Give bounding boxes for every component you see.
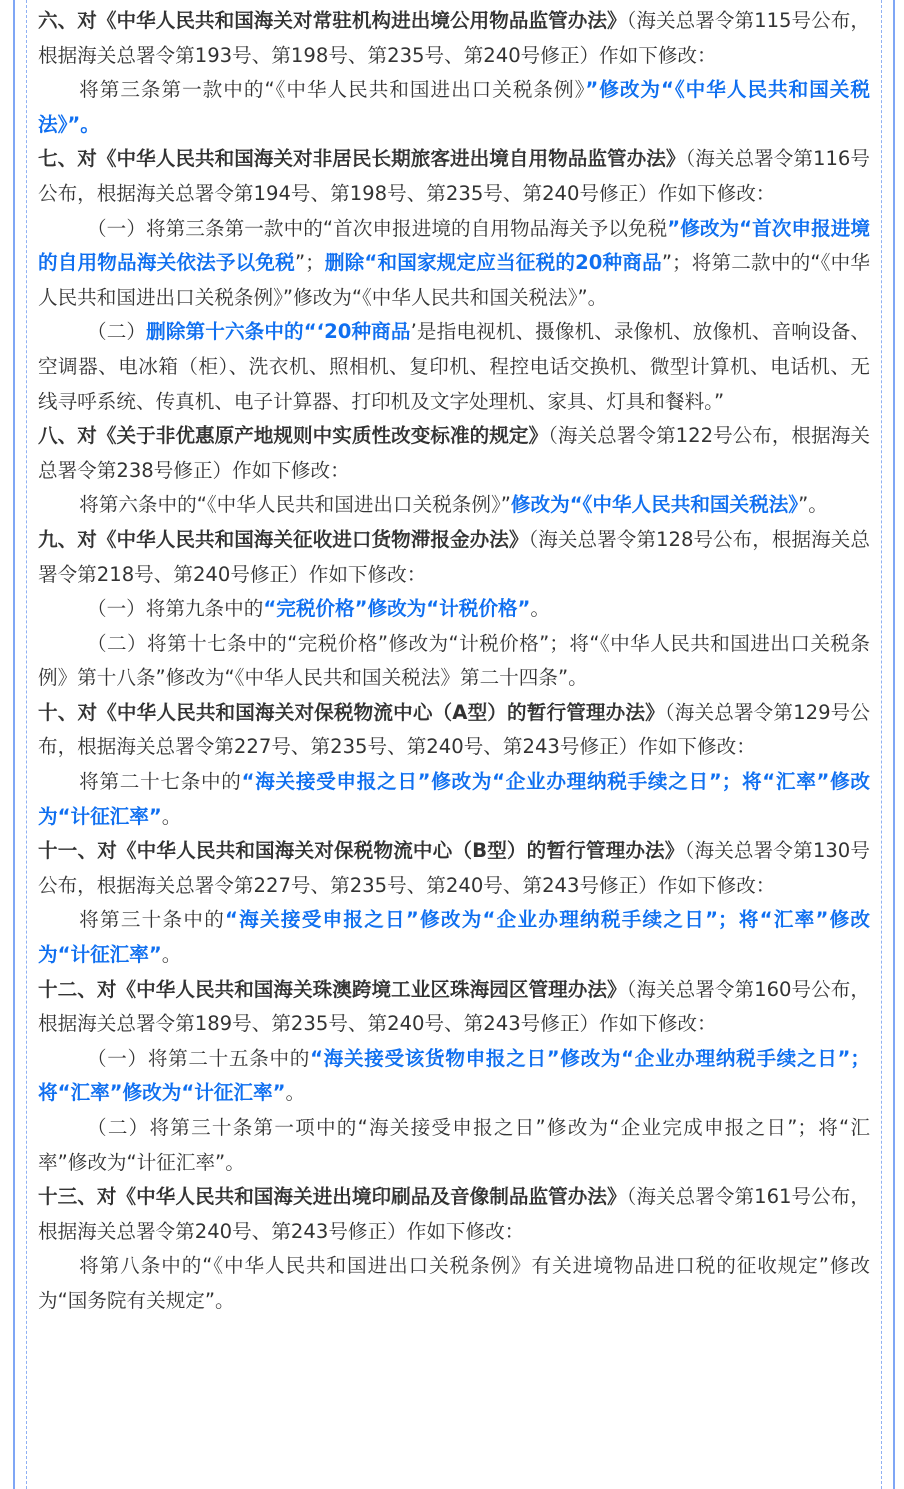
highlighted-amendment: “海关接受该货物申报之日”修改为“企业办理纳税手续之日”；将“汇率”修改为“计征汇率” (38, 1046, 870, 1105)
highlighted-amendment: 修改为“《中华人民共和国关税法》 (510, 493, 799, 517)
amendment-paragraph (38, 592, 870, 627)
section-heading-paragraph (38, 973, 870, 1042)
regulation-title: 六、对《中华人民共和国海关对常驻机构进出境公用物品监管办法》 (38, 9, 627, 32)
body-text: ”； (294, 251, 325, 275)
body-text: ”；将第二款中的“《中华人民共和国进出口关税条例》”修改为“《中华人民共和国关税法》”。 (38, 251, 870, 309)
section-heading-paragraph (38, 834, 870, 903)
body-text: （海关总署令第129号公布，根据海关总署令第227号、第235号、第240号、第243号修正）作如下修改： (38, 700, 870, 759)
highlighted-amendment: ”修改为“首次申报进境的自用物品海关依法予以免税 (38, 216, 870, 275)
amendment-paragraph (38, 903, 870, 972)
body-text: 将第三条第一款中的“《中华人民共和国进出口关税条例》 (79, 78, 586, 102)
amendment-paragraph (38, 488, 870, 523)
amendment-paragraph (38, 627, 870, 696)
body-text: 将第三十条中的 (79, 908, 226, 932)
body-text: （二）将第三十条第一项中的“海关接受申报之日”修改为“企业完成申报之日”；将“汇率”修改为“计征汇率”。 (38, 1116, 870, 1174)
highlighted-amendment: “海关接受申报之日”修改为“企业办理纳税手续之日”；将“汇率”修改为“计征汇率” (38, 770, 871, 828)
body-text: 将第六条中的“《中华人民共和国进出口关税条例》” (79, 493, 511, 517)
body-text: 。 (161, 804, 182, 828)
amendment-paragraph (38, 73, 870, 142)
body-text: （一）将第三条第一款中的“首次申报进境的自用物品海关予以免税 (87, 216, 668, 240)
amendment-paragraph (38, 315, 870, 419)
section-heading-paragraph (38, 696, 870, 765)
regulation-title: 十二、对《中华人民共和国海关珠澳跨境工业区珠海园区管理办法》 (38, 977, 627, 1001)
frame-dashed-left (26, 0, 27, 1489)
body-text: 将第八条中的“《中华人民共和国进出口关税条例》有关进境物品进口税的征收规定”修改为“国务院有关规定”。 (38, 1254, 870, 1312)
regulation-title: 十三、对《中华人民共和国海关进出境印刷品及音像制品监管办法》 (38, 1185, 627, 1209)
body-text: ”。 (798, 493, 828, 517)
body-text: 将第二十七条中的 (79, 770, 242, 794)
frame-border-left (13, 0, 15, 1489)
highlighted-amendment: “完税价格”修改为“计税价格” (263, 597, 531, 621)
amendment-paragraph (38, 1042, 870, 1111)
body-text: （海关总署令第116号公布，根据海关总署令第194号、第198号、第235号、第240号修正）作如下修改： (38, 147, 870, 205)
body-text: （海关总署令第160号公布，根据海关总署令第189号、第235号、第240号、第243号修正）作如下修改： (38, 977, 870, 1036)
body-text: 。 (161, 943, 182, 967)
regulation-title: 七、对《中华人民共和国海关对非居民长期旅客进出境自用物品监管办法》 (38, 147, 686, 171)
highlighted-amendment: “海关接受申报之日”修改为“企业办理纳税手续之日”；将“汇率”修改为“计征汇率” (38, 908, 871, 967)
frame-dashed-right (881, 0, 882, 1489)
body-text: ’是指电视机、摄像机、录像机、放像机、音响设备、空调器、电冰箱（柜）、洗衣机、照相机、复印机、程控电话交换机、微型计算机、电话机、无线寻呼系统、传真机、电子计算器、打印机及文字处理机、家具、灯具和餐料。” (38, 320, 871, 413)
body-text: 。 (285, 1081, 306, 1105)
regulation-title: 八、对《关于非优惠原产地规则中实质性改变标准的规定》 (38, 424, 549, 448)
body-text: （二） (87, 320, 147, 344)
amendment-paragraph (38, 212, 870, 316)
body-text: （海关总署令第115号公布，根据海关总署令第193号、第198号、第235号、第240号修正）作如下修改： (38, 9, 870, 67)
body-text: （海关总署令第128号公布，根据海关总署令第218号、第240号修正）作如下修改： (38, 527, 870, 586)
body-text: 。 (530, 597, 550, 621)
body-text: （海关总署令第122号公布，根据海关总署令第238号修正）作如下修改： (38, 424, 870, 482)
regulation-title: 十、对《中华人民共和国海关对保税物流中心（A型）的暂行管理办法》 (38, 700, 665, 724)
document-body (38, 4, 870, 1319)
body-text: （一）将第二十五条中的 (87, 1046, 311, 1070)
amendment-paragraph (38, 1249, 870, 1318)
amendment-paragraph (38, 1111, 870, 1180)
section-heading-paragraph (38, 142, 870, 211)
highlighted-amendment: 删除第十六条中的“‘20种商品 (146, 320, 411, 344)
frame-border-right (893, 0, 895, 1489)
highlighted-amendment: 删除“和国家规定应当征税的20种商品 (324, 251, 662, 275)
body-text: （二）将第十七条中的“完税价格”修改为“计税价格”；将“《中华人民共和国进出口关税条例》第十八条”修改为“《中华人民共和国关税法》第二十四条”。 (38, 631, 870, 690)
body-text: （海关总署令第161号公布，根据海关总署令第240号、第243号修正）作如下修改： (38, 1185, 870, 1243)
body-text: （海关总署令第130号公布，根据海关总署令第227号、第235号、第240号、第243号修正）作如下修改： (38, 839, 870, 897)
section-heading-paragraph (38, 4, 870, 73)
regulation-title: 九、对《中华人民共和国海关征收进口货物滞报金办法》 (38, 527, 529, 551)
body-text: （一）将第九条中的 (87, 597, 264, 621)
section-heading-paragraph (38, 419, 870, 488)
section-heading-paragraph (38, 523, 870, 592)
highlighted-amendment: ”修改为“《中华人民共和国关税法》”。 (38, 78, 870, 136)
regulation-title: 十一、对《中华人民共和国海关对保税物流中心（B型）的暂行管理办法》 (38, 839, 685, 863)
amendment-paragraph (38, 765, 870, 834)
section-heading-paragraph (38, 1180, 870, 1249)
